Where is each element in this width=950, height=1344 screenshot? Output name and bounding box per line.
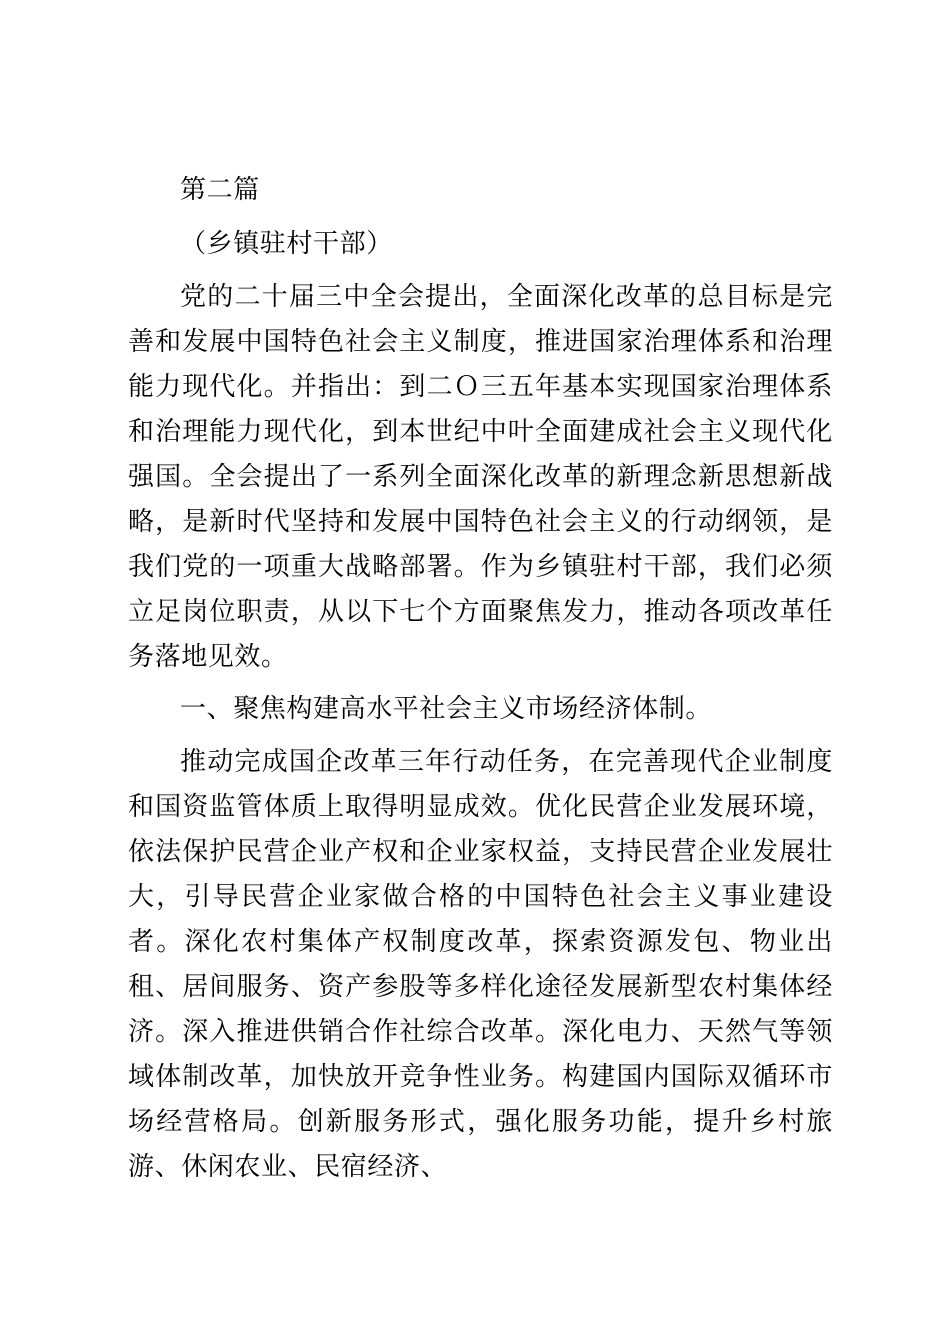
section-subtitle: （乡镇驻村干部） [180,229,393,259]
paragraph-intro: 党的二十届三中全会提出，全面深化改革的总目标是完善和发展中国特色社会主义制度，推进国家治理体系和治理能力现代化。并指出：到二Ｏ三五年基本实现国家治理体系和治理能力现代化，到本世纪中叶全面建成社会主义现代化强国。全会提出了一系列全面深化改革的新理念新思想新战略，是新时代坚持和发展中国特色社会主义的行动纲领，是我们党的一项重大战略部署。作为乡镇驻村干部，我们必须立足岗位职责，从以下七个方面聚焦发力，推动各项改革任务落地见效。 [128,282,833,672]
section-title: 第二篇 [180,175,260,205]
section-heading-1: 一、聚焦构建高水平社会主义市场经济体制。 [180,694,713,724]
document-body [128,168,833,1190]
paragraph-market-economy: 推动完成国企改革三年行动任务，在完善现代企业制度和国资监管体质上取得明显成效。优化民营企业发展环境，依法保护民营企业产权和企业家权益，支持民营企业发展壮大，引导民营企业家做合格的中国特色社会主义事业建设者。深化农村集体产权制度改革，探索资源发包、物业出租、居间服务、资产参股等多样化途径发展新型农村集体经济。深入推进供销合作社综合改革。深化电力、天然气等领域体制改革，加快放开竞争性业务。构建国内国际双循环市场经营格局。创新服务形式，强化服务功能，提升乡村旅游、休闲农业、民宿经济、 [128,747,833,1182]
